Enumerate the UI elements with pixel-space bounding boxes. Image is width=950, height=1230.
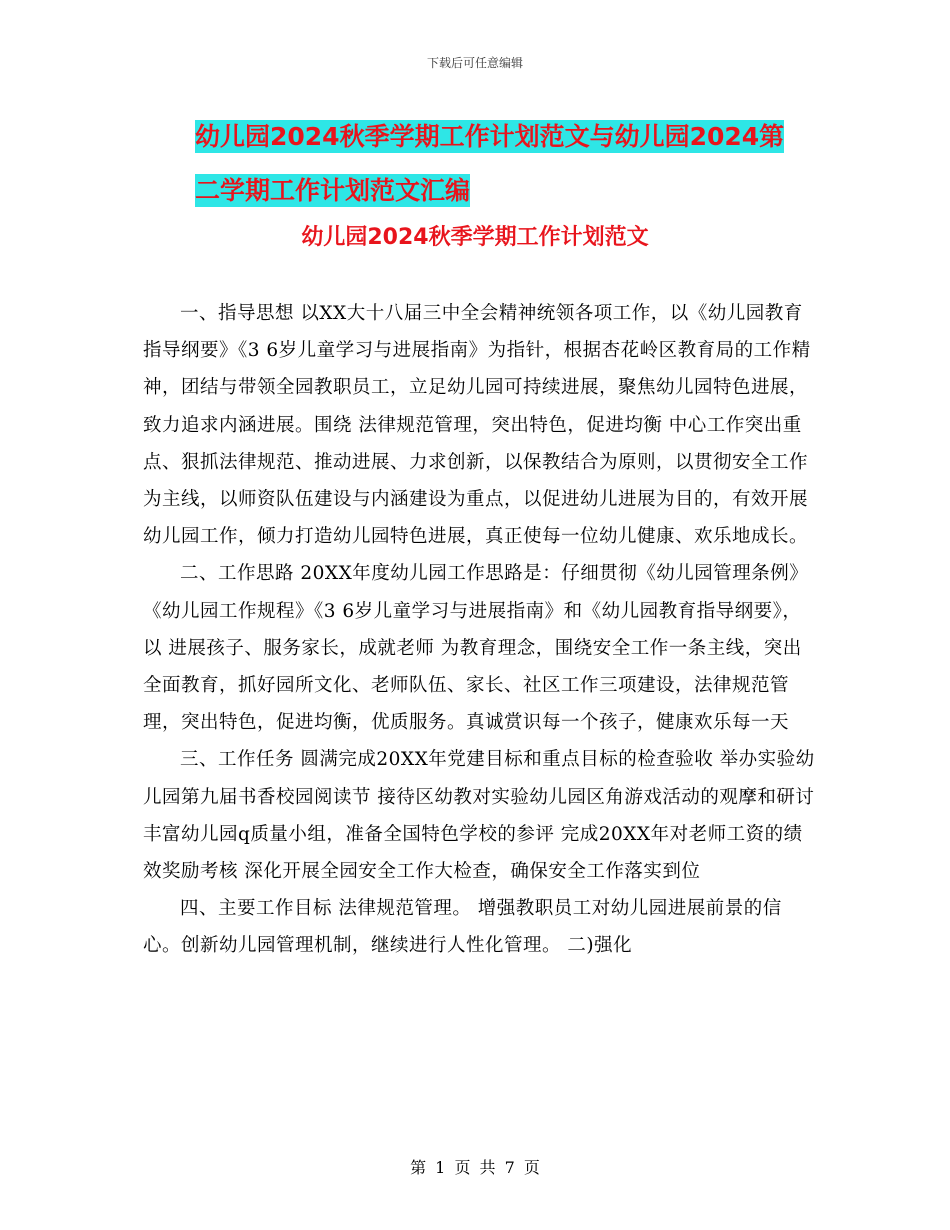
paragraph-work-tasks: 三、工作任务 圆满完成20XX年党建目标和重点目标的检查验收 举办实验幼儿园第九届书香校园阅读节 接待区幼教对实验幼儿园区角游戏活动的观摩和研讨 丰富幼儿园q质量小组，准备全国特色学校的参评 完成20XX年对老师工资的绩效奖励考核 深化开展全园安全工作大检查，确保安全工作落实到位 — [143, 749, 815, 883]
paragraph-work-approach: 二、工作思路 20XX年度幼儿园工作思路是：仔细贯彻《幼儿园管理条例》《幼儿园工作规程》《3 6岁儿童学习与进展指南》和《幼儿园教育指导纲要》，以 进展孩子、服务家长，成就老师 为教育理念，围绕安全工作一条主线，突出全面教育，抓好园所文化、老师队伍、家长、社区工作三项建设，法律规范管理，突出特色，促进均衡，优质服务。真诚赏识每一个孩子，健康欢乐每一天 — [143, 563, 809, 734]
document-body — [143, 295, 815, 965]
paragraph-guiding-ideology: 一、指导思想 以XX大十八届三中全会精神统领各项工作，以《幼儿园教育指导纲要》《3 6岁儿童学习与进展指南》为指针，根据杏花岭区教育局的工作精神，团结与带领全园教职员工，立足幼儿园可持续进展，聚焦幼儿园特色进展，致力追求内涵进展。围绕 法律规范管理，突出特色，促进均衡 中心工作突出重点、狠抓法律规范、推动进展、力求创新，以保教结合为原则，以贯彻安全工作为主线，以师资队伍建设与内涵建设为重点，以促进幼儿进展为目的，有效开展幼儿园工作，倾力打造幼儿园特色进展，真正使每一位幼儿健康、欢乐地成长。 — [143, 303, 811, 548]
document-title — [195, 110, 815, 218]
header-note: 下载后可任意编辑 — [426, 56, 523, 70]
paragraph-main-goals: 四、主要工作目标 法律规范管理。 增强教职员工对幼儿园进展前景的信心。创新幼儿园管理机制，继续进行人性化管理。 二)强化 — [143, 898, 782, 957]
title-line-2: 二学期工作计划范文汇编 — [195, 176, 471, 205]
title-line-1: 幼儿园2024秋季学期工作计划范文与幼儿园2024第 — [195, 122, 785, 151]
page-footer: 第 1 页 共 7 页 — [410, 1158, 540, 1177]
section-title: 幼儿园2024秋季学期工作计划范文 — [301, 225, 649, 250]
